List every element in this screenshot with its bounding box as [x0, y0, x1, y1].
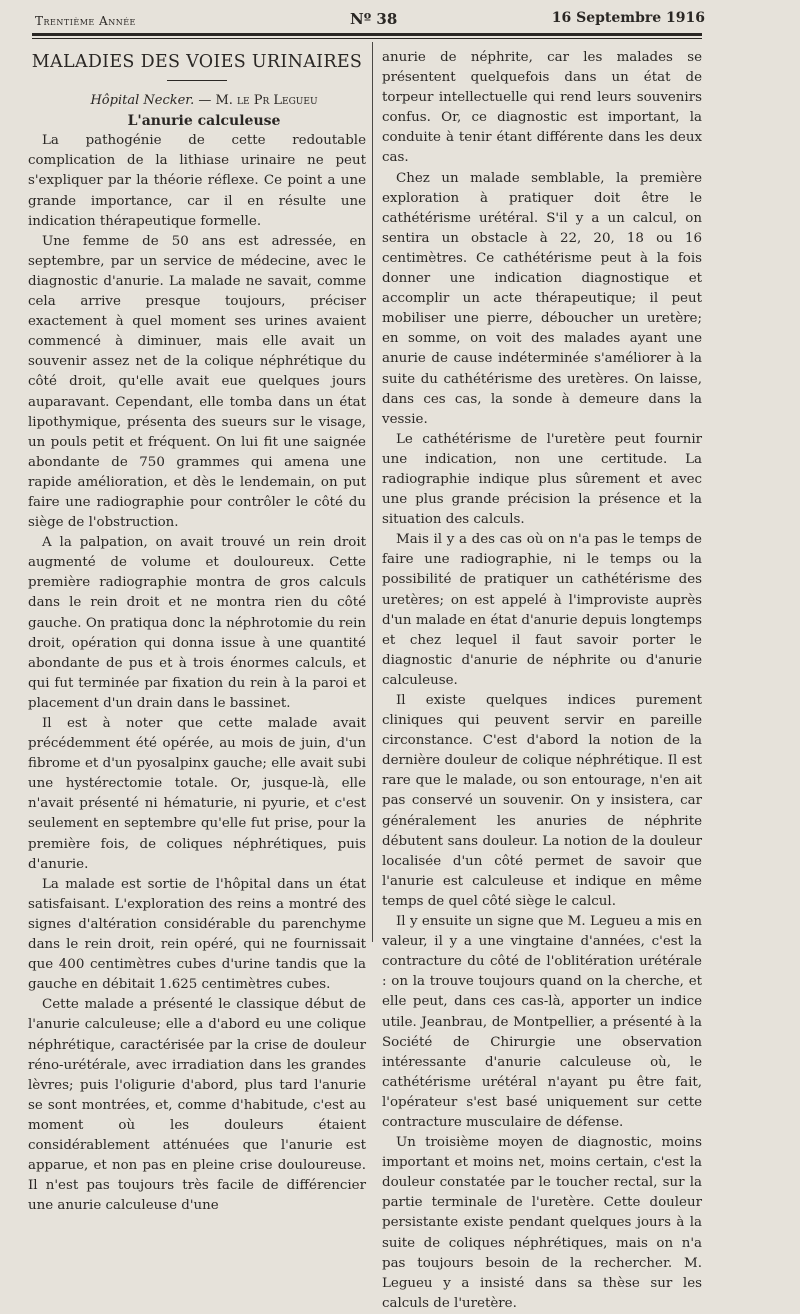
left-column [28, 48, 366, 1216]
byline-separator: — [194, 93, 216, 109]
header-rule-thick [32, 33, 702, 36]
right-paragraph: Mais il y a des cas où on n'a pas le temps de faire une radiographie, ni le temps ou la possibilité de pratiquer un cathétérisme des uretères; on est appelé à l'improviste auprès d'un malade en état d'anurie depuis longtemps et chez lequel il faut savoir porter le diagnostic d'anurie de néphrite ou d'anurie calculeuse. [382, 532, 702, 688]
header-volume: Trentième Année [35, 14, 136, 28]
byline-place: Hôpital Necker. [90, 93, 195, 109]
title-rule [167, 80, 227, 81]
right-paragraph: Il y ensuite un signe que M. Legueu a mis en valeur, il y a une vingtaine d'années, c'est la contracture du côté de l'oblitération urétérale : on la trouve toujours quand on la cherche, et elle peut, dans ces cas-là, apporter un indice utile. Jeanbrau, de Montpellier, a présenté à la Société de Chirurgie une observation intéressante d'anurie calculeuse où, le cathétérisme urétéral n'ayant pu être fait, l'opérateur s'est basé uniquement sur cette contracture musculaire de défense. [382, 914, 702, 1130]
header-date: 16 Septembre 1916 [551, 10, 705, 26]
byline-author: M. le Pr Legueu [215, 93, 318, 109]
left-paragraph: Il est à noter que cette malade avait précédemment été opérée, au mois de juin, d'un fibrome et d'un pyosalpinx gauche; elle avait subi une hystérectomie totale. Or, jusque-là, elle n'avait présenté ni hématurie, ni pyurie, et c'est seulement en septembre qu'elle fut prise, pour la première fois, de coliques néphrétiques, puis d'anurie. [28, 716, 366, 872]
right-paragraph: Un troisième moyen de diagnostic, moins important et moins net, moins certain, c'est la douleur constatée par le toucher rectal, sur la partie terminale de l'uretère. Cette douleur persistante existe pendant quelques jours à la suite de coliques néphrétiques, mais on n'a pas toujours besoin de la rechercher. M. Legueu y a insisté dans sa thèse sur les calculs de l'uretère. [382, 1135, 702, 1311]
right-paragraph: anurie de néphrite, car les malades se présentent quelquefois dans un état de torpeur intellectuelle qui rend leurs souvenirs confus. Or, ce diagnostic est important, la conduite à tenir étant différente dans les deux cas. [382, 50, 702, 166]
right-paragraph: Chez un malade semblable, la première exploration à pratiquer doit être le cathétérisme urétéral. S'il y a un calcul, on sentira un obstacle à 22, 20, 18 ou 16 centimètres. Ce cathétérisme peut à la fois donner une indication diagnostique et accomplir un acte thérapeutique; il peut mobiliser une pierre, déboucher un uretère; en somme, on voit des malades ayant une anurie de cause indéterminée s'améliorer à la suite du cathétérisme des uretères. On laisse, dans ces cas, la sonde à demeure dans la vessie. [382, 170, 702, 427]
header-issue-number: Nº 38 [350, 10, 398, 28]
article-subtitle: L'anurie calculeuse [127, 113, 281, 130]
section-title: MALADIES DES VOIES URINAIRES [31, 52, 363, 72]
header-rule-thin [32, 38, 702, 39]
left-paragraph: A la palpation, on avait trouvé un rein droit augmenté de volume et douloureux. Cette première radiographie montra de gros calculs dans le rein droit et ne montra rien du côté gauche. On pratiqua donc la néphrotomie du rein droit, opération qui donna issue à une quantité abondante de pus et à trois énormes calculs, et qui fut terminée par fixation du rein à la paroi et placement d'un drain dans le bassinet. [28, 535, 366, 711]
byline [28, 91, 366, 111]
left-paragraph: La pathogénie de cette redoutable complication de la lithiase urinaire ne peut s'expliquer par la théorie réflexe. Ce point a une grande importance, car il en résulte une indication thérapeutique formelle. [28, 133, 366, 229]
right-column [382, 48, 702, 1314]
left-paragraph: La malade est sortie de l'hôpital dans un état satisfaisant. L'exploration des reins a montré des signes d'altération considérable du parenchyme dans le rein droit, rein opéré, qui ne fournissait que 400 centimètres cubes d'urine tandis que la gauche en débitait 1.625 centimètres cubes. [28, 876, 366, 993]
right-paragraph: Il existe quelques indices purement cliniques qui peuvent servir en pareille circonstance. C'est d'abord la notion de la dernière douleur de colique néphrétique. Il est rare que le malade, ou son entourage, n'en ait pas conservé un souvenir. On y insistera, car généralement les anuries de néphrite débutent sans douleur. La notion de la douleur localisée d'un côté permet de savoir que l'anurie est calculeuse et indique en même temps de quel côté siège le calcul. [382, 693, 702, 909]
left-paragraph: Cette malade a présenté le classique début de l'anurie calculeuse; elle a d'abord eu une colique néphrétique, caractérisée par la crise de douleur réno-urétérale, avec irradiation dans les grandes lèvres; puis l'oligurie d'abord, plus tard l'anurie se sont montrées, et, comme d'habitude, c'est au moment où les douleurs étaient considérablement atténuées que l'anurie est apparue, et non pas en pleine crise douloureuse. Il n'est pas toujours très facile de différencier une anurie calculeuse d'une [28, 997, 366, 1214]
column-divider [372, 42, 373, 942]
left-paragraph: Une femme de 50 ans est adressée, en septembre, par un service de médecine, avec le diagnostic d'anurie. La malade ne savait, comme cela arrive presque toujours, préciser exactement à quel moment ses urines avaient commencé à diminuer, mais elle avait un souvenir assez net de la colique néphrétique du côté droit, qu'elle avait eue quelques jours auparavant. Cependant, elle tomba dans un état lipothymique, présenta des sueurs sur le visage, un pouls petit et fréquent. On lui fit une saignée abondante de 750 grammes qui amena une rapide amélioration, et dès le lendemain, on put faire une radiographie pour contrôler le côté du siège de l'obstruction. [28, 233, 366, 531]
right-paragraph: Le cathétérisme de l'uretère peut fournir une indication, non une certitude. La radiographie indique plus sûrement et avec une plus grande précision la présence et la situation des calculs. [382, 431, 702, 528]
